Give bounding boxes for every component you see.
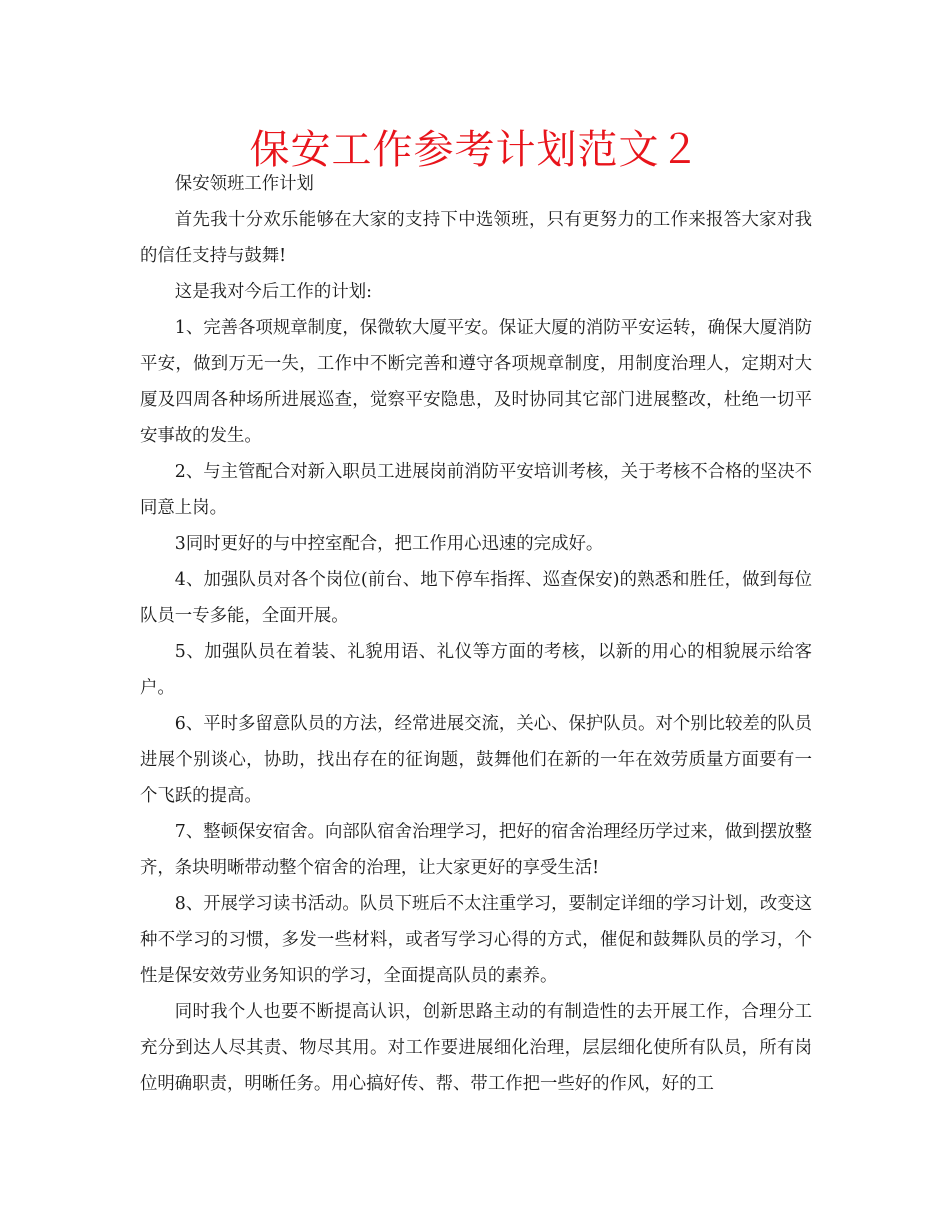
paragraph-closing: 同时我个人也要不断提高认识，创新思路主动的有制造性的去开展工作，合理分工充分到达人尽其责、物尽其用。对工作要进展细化治理，层层细化使所有队员，所有岗位明确职责，明晰任务。用心搞好传、帮、带工作把一些好的作风，好的工 (140, 1002, 812, 1094)
paragraph-item-5: 5、加强队员在着装、礼貌用语、礼仪等方面的考核，以新的用心的相貌展示给客户。 (140, 642, 812, 698)
document-body (140, 166, 812, 1102)
paragraph-item-1: 1、完善各项规章制度，保微软大厦平安。保证大厦的消防平安运转，确保大厦消防平安，做到万无一失，工作中不断完善和遵守各项规章制度，用制度治理人，定期对大厦及四周各种场所进展巡查，觉察平安隐患，及时协同其它部门进展整改，杜绝一切平安事故的发生。 (140, 318, 812, 446)
paragraph-item-3: 3同时更好的与中控室配合，把工作用心迅速的完成好。 (174, 534, 604, 554)
document-title: 保安工作参考计划范文２ (249, 127, 701, 173)
paragraph-subtitle: 保安领班工作计划 (174, 174, 314, 194)
paragraph-item-4: 4、加强队员对各个岗位(前台、地下停车指挥、巡查保安)的熟悉和胜任，做到每位队员一专多能，全面开展。 (140, 570, 812, 626)
paragraph-intro: 首先我十分欢乐能够在大家的支持下中选领班，只有更努力的工作来报答大家对我的信任支持与鼓舞! (140, 210, 812, 266)
paragraph-item-7: 7、整顿保安宿舍。向部队宿舍治理学习，把好的宿舍治理经历学过来，做到摆放整齐，条块明晰带动整个宿舍的治理，让大家更好的享受生活! (140, 822, 812, 878)
paragraph-plan-heading: 这是我对今后工作的计划: (174, 282, 372, 302)
paragraph-item-2: 2、与主管配合对新入职员工进展岗前消防平安培训考核，关于考核不合格的坚决不同意上岗。 (140, 462, 812, 518)
paragraph-item-6: 6、平时多留意队员的方法，经常进展交流，关心、保护队员。对个别比较差的队员进展个别谈心，协助，找出存在的征询题，鼓舞他们在新的一年在效劳质量方面要有一个飞跃的提高。 (140, 714, 812, 806)
paragraph-item-8: 8、开展学习读书活动。队员下班后不太注重学习，要制定详细的学习计划，改变这种不学习的习惯，多发一些材料，或者写学习心得的方式，催促和鼓舞队员的学习，个性是保安效劳业务知识的学习，全面提高队员的素养。 (140, 894, 812, 986)
